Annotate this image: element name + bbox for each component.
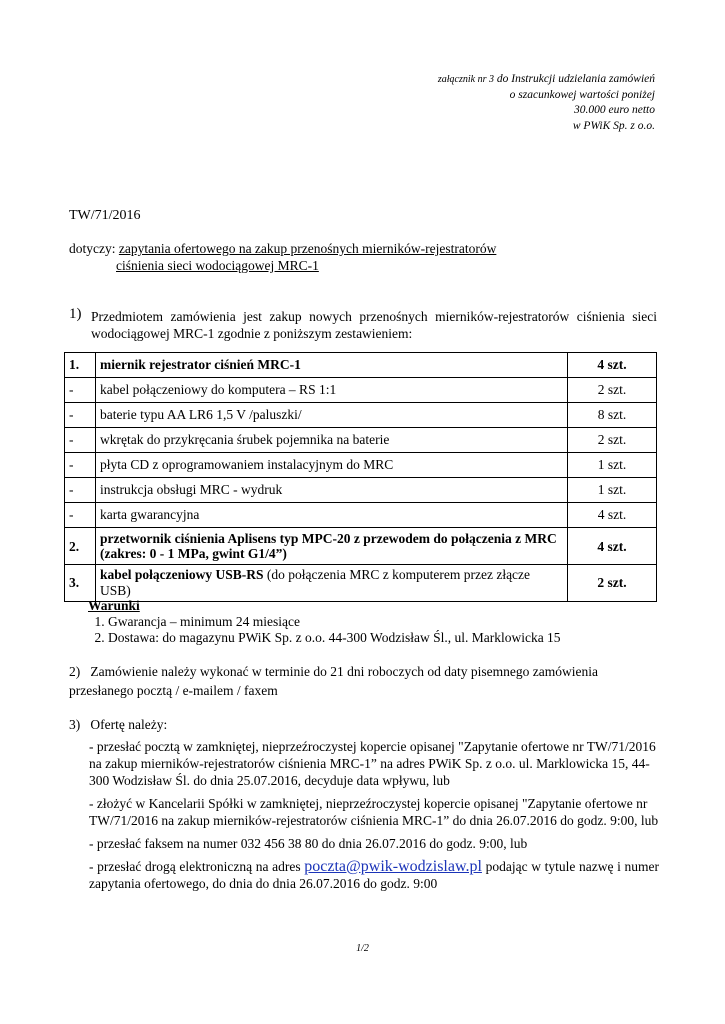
- item-name-text: baterie typu AA LR6 1,5 V /paluszki/: [100, 407, 302, 422]
- condition-item: 2. Dostawa: do magazynu PWiK Sp. z o.o. 44-300 Wodzisław Śl., ul. Marklowicka 15: [108, 630, 561, 646]
- offer-option-fax: - przesłać faksem na numer 032 456 38 80 do dnia 26.07.2016 do godz. 9:00, lub: [89, 836, 528, 851]
- table-row: [65, 353, 657, 378]
- item-name-text: płyta CD z oprogramowaniem instalacyjnym do MRC: [100, 457, 394, 472]
- item-name-text: wkrętak do przykręcania śrubek pojemnika na baterie: [100, 432, 390, 447]
- conditions: [88, 598, 561, 646]
- item-number: -: [65, 503, 96, 528]
- item-name: [96, 478, 568, 503]
- table-row: [65, 453, 657, 478]
- item-quantity: 4 szt.: [568, 353, 657, 378]
- table-row: [65, 478, 657, 503]
- item-name: [96, 403, 568, 428]
- offer-option-office: - złożyć w Kancelarii Spółki w zamkniętej, nieprzeźroczystej kopercie opisanej "Zapytanie ofertowe nr TW/71/2016 na zakup mierników-rejestratorów ciśnienia MRC-1” do dnia 26.07.2016 do godz. 9:00, lub: [89, 796, 659, 828]
- items-table: [64, 352, 657, 602]
- email-link[interactable]: poczta@pwik-wodzislaw.pl: [304, 858, 482, 875]
- item-number: 2.: [65, 528, 96, 565]
- reference-number: TW/71/2016: [69, 208, 141, 223]
- item-name: [96, 453, 568, 478]
- item-quantity: 4 szt.: [568, 503, 657, 528]
- item-name: [96, 565, 568, 602]
- item-number: -: [65, 478, 96, 503]
- table-row: [65, 503, 657, 528]
- item-quantity: 2 szt.: [568, 378, 657, 403]
- table-row: [65, 428, 657, 453]
- subject-label: dotyczy:: [69, 241, 119, 256]
- item-name-text: karta gwarancyjna: [100, 507, 200, 522]
- header-line-2: o szacunkowej wartości poniżej: [509, 88, 655, 101]
- header-line-3: 30.000 euro netto: [573, 104, 655, 116]
- subject-line-2: ciśnienia sieci wodociągowej MRC-1: [116, 258, 319, 273]
- section-1-text: Przedmiotem zamówienia jest zakup nowych przenośnych mierników-rejestratorów ciśnienia sieci wodociągowej MRC-1 zgodnie z poniższym zestawieniem:: [91, 309, 657, 341]
- section-3-intro: Ofertę należy:: [90, 717, 168, 732]
- item-quantity: 2 szt.: [568, 428, 657, 453]
- item-number: -: [65, 378, 96, 403]
- conditions-title: Warunki: [88, 598, 140, 613]
- section-3: [69, 716, 659, 892]
- section-3-number: 3): [69, 717, 81, 732]
- item-number: -: [65, 403, 96, 428]
- attachment-label: załącznik nr 3: [437, 74, 494, 85]
- item-quantity: 1 szt.: [568, 453, 657, 478]
- item-name-text: kabel połączeniowy USB-RS: [100, 567, 264, 582]
- item-quantity: 1 szt.: [568, 478, 657, 503]
- item-number: 1.: [65, 353, 96, 378]
- table-row: [65, 403, 657, 428]
- table-row: [65, 528, 657, 565]
- subject: [69, 240, 496, 274]
- item-quantity: 4 szt.: [568, 528, 657, 565]
- item-name: [96, 503, 568, 528]
- table-row: [65, 565, 657, 602]
- offer-option-email: [89, 858, 659, 892]
- offer-option-email-before: - przesłać drogą elektroniczną na adres: [89, 859, 305, 874]
- table-row: [65, 378, 657, 403]
- attachment-header: [438, 72, 655, 134]
- section-2-number: 2): [69, 664, 81, 679]
- item-name-note: (do połączenia MRC z komputerem przez złącze USB): [100, 567, 531, 598]
- offer-option-mail: - przesłać pocztą w zamkniętej, nieprzeźroczystej kopercie opisanej "Zapytanie ofertowe nr TW/71/2016 na zakup mierników-rejestratorów ciśnienia MRC-1” na adres PWiK Sp. z o.o. ul. Marklowicka 15, 44-300 Wodzisław Śl. do dnia 25.07.2016, decyduje data wpływu, lub: [89, 739, 656, 788]
- item-name: [96, 353, 568, 378]
- subject-line-1: zapytania ofertowego na zakup przenośnych mierników-rejestratorów: [118, 241, 497, 256]
- item-number: 3.: [65, 565, 96, 602]
- item-name: [96, 528, 568, 565]
- item-number: -: [65, 428, 96, 453]
- header-line-4: w PWiK Sp. z o.o.: [572, 119, 655, 132]
- section-2-text: Zamówienie należy wykonać w terminie do 21 dni roboczych od daty pisemnego zamówienia przesłanego pocztą / e-mailem / faxem: [69, 664, 598, 698]
- section-1-number: 1): [69, 306, 82, 322]
- page-number: 1/2: [356, 943, 369, 954]
- item-name-text: instrukcja obsługi MRC - wydruk: [100, 482, 283, 497]
- item-name: [96, 378, 568, 403]
- item-name: [96, 428, 568, 453]
- item-quantity: 2 szt.: [568, 565, 657, 602]
- item-name-text: kabel połączeniowy do komputera – RS 1:1: [100, 382, 337, 397]
- header-line-1: do Instrukcji udzielania zamówień: [494, 73, 655, 85]
- offer-option-email-after: podając w tytule nazwę i numer zapytania ofertowego, do dnia do dnia 26.07.2016 do godz. 9:00: [89, 859, 660, 891]
- section-2: [69, 662, 659, 700]
- item-quantity: 8 szt.: [568, 403, 657, 428]
- condition-item: 1. Gwarancja – minimum 24 miesiące: [108, 614, 561, 630]
- item-name-text: miernik rejestrator ciśnień MRC-1: [100, 357, 301, 372]
- section-1: [69, 308, 657, 342]
- item-number: -: [65, 453, 96, 478]
- item-name-text: przetwornik ciśnienia Aplisens typ MPC-20 z przewodem do połączenia z MRC (zakres: 0 - 1 MPa, gwint G1/4”): [100, 531, 557, 561]
